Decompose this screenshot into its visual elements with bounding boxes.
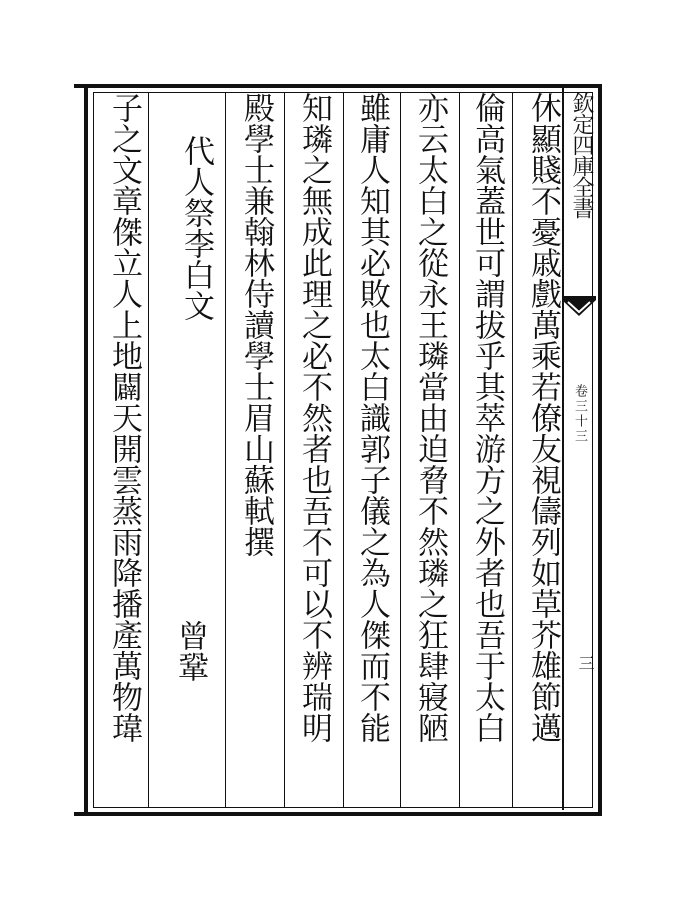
column-separator	[284, 92, 285, 808]
column-separator	[225, 92, 226, 808]
column-separator	[343, 92, 344, 808]
column-separator	[459, 92, 460, 808]
bottom-rule-extension	[74, 812, 88, 816]
column-separator	[148, 92, 149, 808]
text-column-2: 倫高氣蓋世可謂拔乎其萃游方之外者也吾于太白	[469, 92, 505, 743]
text-column-5: 知璘之無成此理之必不然者也吾不可以不辨瑞明	[296, 92, 332, 743]
essay-title: 代人祭李白文	[178, 135, 214, 321]
column-separator	[512, 92, 513, 808]
column-separator	[400, 92, 401, 808]
text-column-3: 亦云太白之從永王璘當由迫脅不然璘之狂肆寢陋	[412, 92, 448, 743]
text-column-6: 殿學士兼翰林侍讀學士眉山蘇軾撰	[238, 92, 274, 557]
juan-number: 卷三十三	[572, 384, 587, 444]
text-column-1: 休顯賤不憂戚戲萬乘若僚友視儔列如草芥雄節邁	[525, 92, 561, 743]
author-name: 曾鞏	[172, 620, 208, 682]
fishtail-mark	[562, 296, 596, 318]
text-column-8: 子之文章傑立人上地闢天開雲蒸雨降播產萬物瑋	[106, 92, 142, 743]
top-rule-extension	[74, 84, 88, 88]
text-column-4: 雖庸人知其必敗也太白識郭子儀之為人傑而不能	[354, 92, 390, 743]
book-title: 欽定四庫全書	[569, 92, 594, 218]
page-number: 三	[576, 655, 595, 671]
